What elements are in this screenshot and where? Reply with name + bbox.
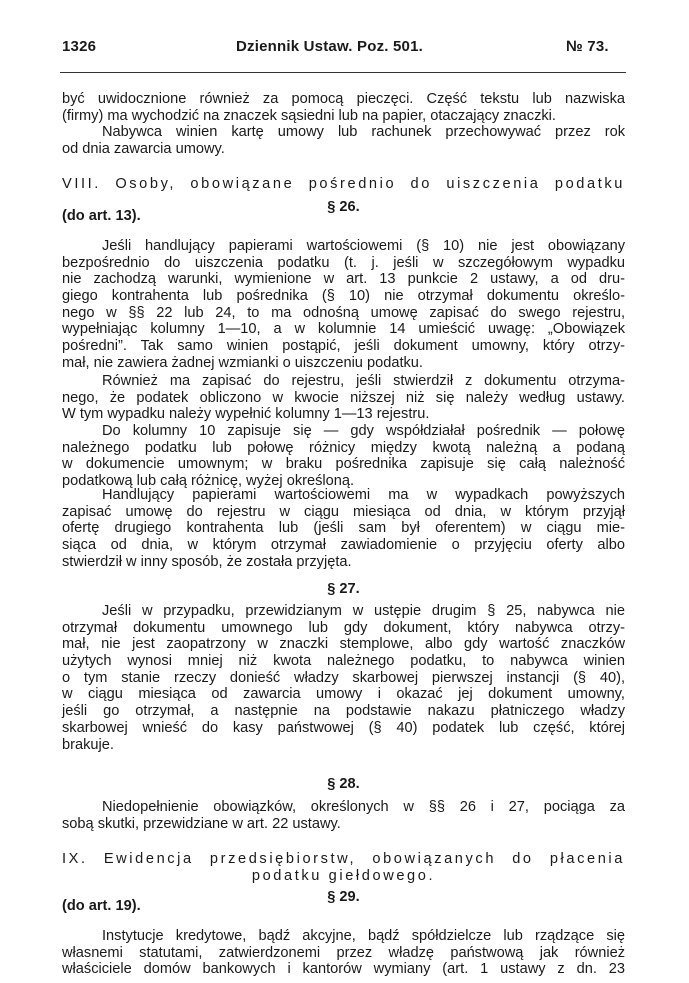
text-line: Niedopełnienie obowiązków, określonych w §§ 26 i 27, pociąga za bbox=[102, 799, 625, 815]
text-line: należnego podatku lub połowę różnicy między kwotą należną a podaną bbox=[62, 439, 625, 456]
article-reference bbox=[62, 208, 625, 225]
text-line: giego kontrahenta lub pośrednika (§ 10) nie otrzymał dokumentu określo- bbox=[62, 288, 625, 305]
text-line: właściciele domów bankowych i kantorów wymiany (art. 1 ustawy z dn. 23 bbox=[62, 961, 625, 978]
paragraph bbox=[62, 928, 625, 978]
text-line: (do art. 13). bbox=[62, 208, 141, 224]
text-line: ofertę drugiego kontrahenta lub (jeśli sam był oferentem) w ciągu mie- bbox=[62, 520, 625, 537]
text-line: nie zachodzą warunki, wymienione w art. 13 punkcie 2 ustawy, a od dru- bbox=[62, 271, 625, 288]
text-line: nego w §§ 22 lub 24, to ma odnośną umowę zapisać do swego rejestru, bbox=[62, 304, 625, 321]
text-line: § 28. bbox=[327, 776, 360, 792]
text-line: podatku giełdowego. bbox=[251, 867, 436, 884]
text-line: § 29. bbox=[327, 889, 360, 905]
paragraph bbox=[62, 373, 625, 423]
chapter-heading bbox=[62, 176, 625, 193]
text-line: być uwidocznione również za pomocą pieczęci. Część tekstu lub nazwiska bbox=[62, 91, 625, 107]
text-line: W tym wypadku należy wypełnić kolumny 1—13 rejestru. bbox=[62, 406, 430, 423]
paragraph bbox=[62, 124, 625, 157]
text-line: (firmy) ma wychodzić na znaczek sąsiedni lub na papier, otaczający znaczki. bbox=[62, 107, 556, 124]
paragraph bbox=[62, 487, 625, 570]
text-line: stwierdził w inny sposób, że została przyjęta. bbox=[62, 553, 352, 570]
paragraph bbox=[62, 91, 625, 124]
text-line: § 26. bbox=[327, 199, 360, 215]
text-line: IX. Ewidencja przedsiębiorstw, obowiązanych do płacenia bbox=[62, 851, 625, 867]
text-line: Nabywca winien kartę umowy lub rachunek przechowywać przez rok bbox=[102, 124, 625, 140]
chapter-heading bbox=[62, 851, 625, 884]
text-line: siąca od dnia, w którym otrzymał zawiadomienie o przyjęciu oferty albo bbox=[62, 537, 625, 554]
paragraph bbox=[62, 423, 625, 490]
text-line: § 27. bbox=[327, 581, 360, 597]
section-number bbox=[62, 776, 625, 793]
page-number: 1326 bbox=[62, 38, 97, 55]
text-line: wypełniając kolumny 1—10, a w kolumnie 14 umieścić uwagę: „Obowiązek bbox=[62, 321, 625, 338]
text-line: nego, że podatek obliczono w kwocie niższej niż się należy według ustawy. bbox=[62, 389, 625, 406]
issue-number: № 73. bbox=[566, 38, 609, 55]
paragraph bbox=[62, 238, 625, 372]
text-line: Instytucje kredytowe, bądź akcyjne, bądź spółdzielcze lub rządzące się bbox=[102, 928, 625, 944]
text-line: od dnia zawarcia umowy. bbox=[62, 140, 225, 157]
text-line: sobą skutki, przewidziane w art. 22 ustawy. bbox=[62, 815, 341, 832]
text-line: (do art. 19). bbox=[62, 898, 141, 914]
text-line: podatkową lub całą różnicę, wyżej określoną. bbox=[62, 473, 355, 490]
text-line: Do kolumny 10 zapisuje się — gdy współdziałał pośrednik — połowę bbox=[102, 423, 625, 439]
text-line: w dokumencie umownym; w braku pośrednika zapisuje się całą należność bbox=[62, 456, 625, 473]
text-line: bezpośrednio do uiszczenia podatku (t. j. jeśli w szczegółowym wypadku bbox=[62, 254, 625, 271]
text-line: jeśli go otrzymał, a następnie na podstawie nakazu płatniczego władzy bbox=[62, 703, 625, 720]
header-rule bbox=[60, 72, 626, 73]
text-line: mał, nie jest zaopatrzony w znaczki stemplowe, albo gdy wartość znaczków bbox=[62, 636, 625, 653]
text-line: użytych wynosi mniej niż kwota należnego podatku, to nabywca winien bbox=[62, 653, 625, 670]
section-number bbox=[62, 581, 625, 598]
text-line: brakuje. bbox=[62, 736, 114, 753]
text-line: VIII. Osoby, obowiązane pośrednio do uiszczenia podatku bbox=[62, 176, 625, 192]
text-line: Handlujący papierami wartościowemi ma w wypadkach powyższych bbox=[102, 487, 625, 503]
text-line: zapisać umowę do rejestru w ciągu miesiąca od dnia, w którym przyjął bbox=[62, 503, 625, 520]
paragraph bbox=[62, 603, 625, 753]
text-line: pośredni”. Tak samo winien postąpić, jeśli dokument umowny, który otrzy- bbox=[62, 338, 625, 355]
article-reference bbox=[62, 898, 625, 915]
text-line: otrzymał dokumentu umownego lub gdy dokument, który nabywca otrzy- bbox=[62, 619, 625, 636]
text-line: o tym stanie rzeczy donieść władzy skarbowej pierwszej instancji (§ 40), bbox=[62, 669, 625, 686]
text-line: mał, nie zawiera żadnej wzmianki o uiszczeniu podatku. bbox=[62, 354, 423, 371]
text-line: w ciągu miesiąca od zawarcia umowy i okazać jej dokument umowny, bbox=[62, 686, 625, 703]
text-line: Jeśli handlujący papierami wartościowemi (§ 10) nie jest obowiązany bbox=[102, 238, 625, 254]
text-line: własnemi statutami, zatwierdzonemi przez władzę państwową jak również bbox=[62, 944, 625, 961]
paragraph bbox=[62, 799, 625, 832]
journal-title: Dziennik Ustaw. Poz. 501. bbox=[236, 38, 423, 55]
text-line: skarbowej wnieść do kasy państwowej (§ 40) podatek lub część, której bbox=[62, 719, 625, 736]
text-line: Jeśli w przypadku, przewidzianym w ustępie drugim § 25, nabywca nie bbox=[102, 603, 625, 619]
text-line: Również ma zapisać do rejestru, jeśli stwierdził z dokumentu otrzyma- bbox=[102, 373, 625, 389]
